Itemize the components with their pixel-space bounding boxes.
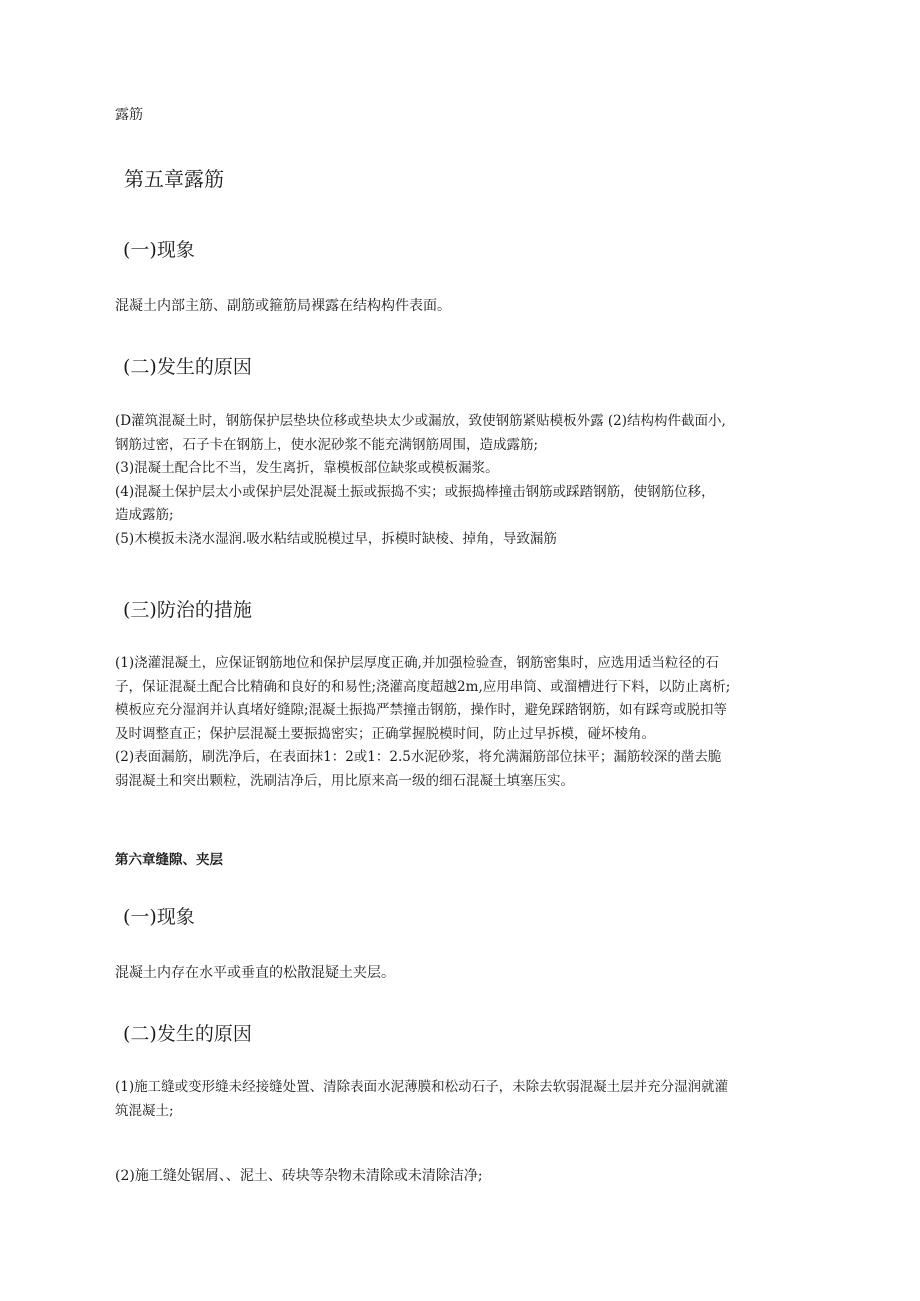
list-item: 模板应充分湿润并认真堵好缝隙;混凝土振捣严禁撞击钢筋，操作时，避免踩踏钢筋，如有踩弯或脱扣等 [115, 702, 728, 718]
list-item: 及时调整直正；保护层混凝土要振捣密实；正确掌握脱模时间，防止过早拆模，碰坏棱角。 [115, 725, 655, 742]
list-item: (D灌筑混凝土时，钢筋保护层垫块位移或垫块太少或漏放，致使钢筋紧贴模板外露 (2)结构构件截面小, [115, 413, 726, 429]
ch6-phenomenon-heading: (一)现象 [123, 906, 195, 928]
ch6-cause-item-2: (2)施工缝处锯屑、、泥土、砖块等杂物未清除或未清除洁净; [115, 1168, 483, 1184]
list-item: (1)浇灌混凝土，应保证钢筋地位和保护层厚度正确,并加强检验查，钢筋密集时，应选用适当粒径的石 [115, 655, 719, 671]
list-item: 子，保证混凝土配合比精确和良好的和易性;浇灌高度超越2m,应用串筒、或溜槽进行下料，以防止离析; [115, 678, 731, 695]
ch5-phenomenon-heading: (一)现象 [123, 239, 195, 261]
list-item: (2)表面漏筋，刷洗净后，在表面抹1：2或1：2.5水泥砂浆，将允满漏筋部位抹平；漏筋较深的凿去脆 [115, 749, 722, 765]
list-item: (1)施工缝或变形缝未经接缝处置、清除表面水泥薄膜和松动石子，未除去软弱混凝土层并充分湿润就灌 [115, 1079, 729, 1095]
header-label: 露筋 [115, 107, 143, 123]
ch6-cause-item-1 [115, 1076, 827, 1123]
chapter6-title: 第六章缝隙、夹层 [115, 852, 223, 868]
list-item: (5)木模扳未浇水湿润.吸水粘结或脱模过早，拆模时缺棱、掉角，导致漏筋 [115, 530, 557, 547]
list-item: 弱混凝土和突出颗粒，洗刷洁净后，用比原来高一级的细石混凝土填塞压实。 [115, 772, 574, 789]
list-item: (3)混凝土配合比不当，发生离折，靠模板部位缺浆或模板漏浆。 [115, 460, 499, 476]
list-item: 钢筋过密，石子卡在钢筋上，使水泥砂浆不能充满钢筋周围，造成露筋; [115, 436, 539, 453]
ch6-causes-heading: (二)发生的原因 [123, 1023, 252, 1045]
ch5-prevention-heading: (三)防治的措施 [123, 599, 252, 621]
ch5-causes-heading: (二)发生的原因 [123, 356, 252, 378]
list-item: 筑混凝土; [115, 1102, 174, 1119]
ch6-phenomenon-text: 混凝土内存在水平或垂直的松散混疑土夹层。 [115, 965, 395, 981]
list-item: (4)混凝土保护层太小或保护层处混凝土振或振捣不实；或振捣棒撞击钢筋或踩踏钢筋，使钢筋位移， [115, 483, 715, 500]
ch5-phenomenon-text: 混凝土内部主筋、副筋或箍筋局裸露在结构构件表面。 [115, 298, 451, 314]
ch5-prevention-list [115, 652, 827, 793]
list-item: 造成露筋; [115, 507, 174, 523]
ch5-causes-list [115, 410, 827, 551]
chapter5-title: 第五章露筋 [124, 167, 224, 191]
